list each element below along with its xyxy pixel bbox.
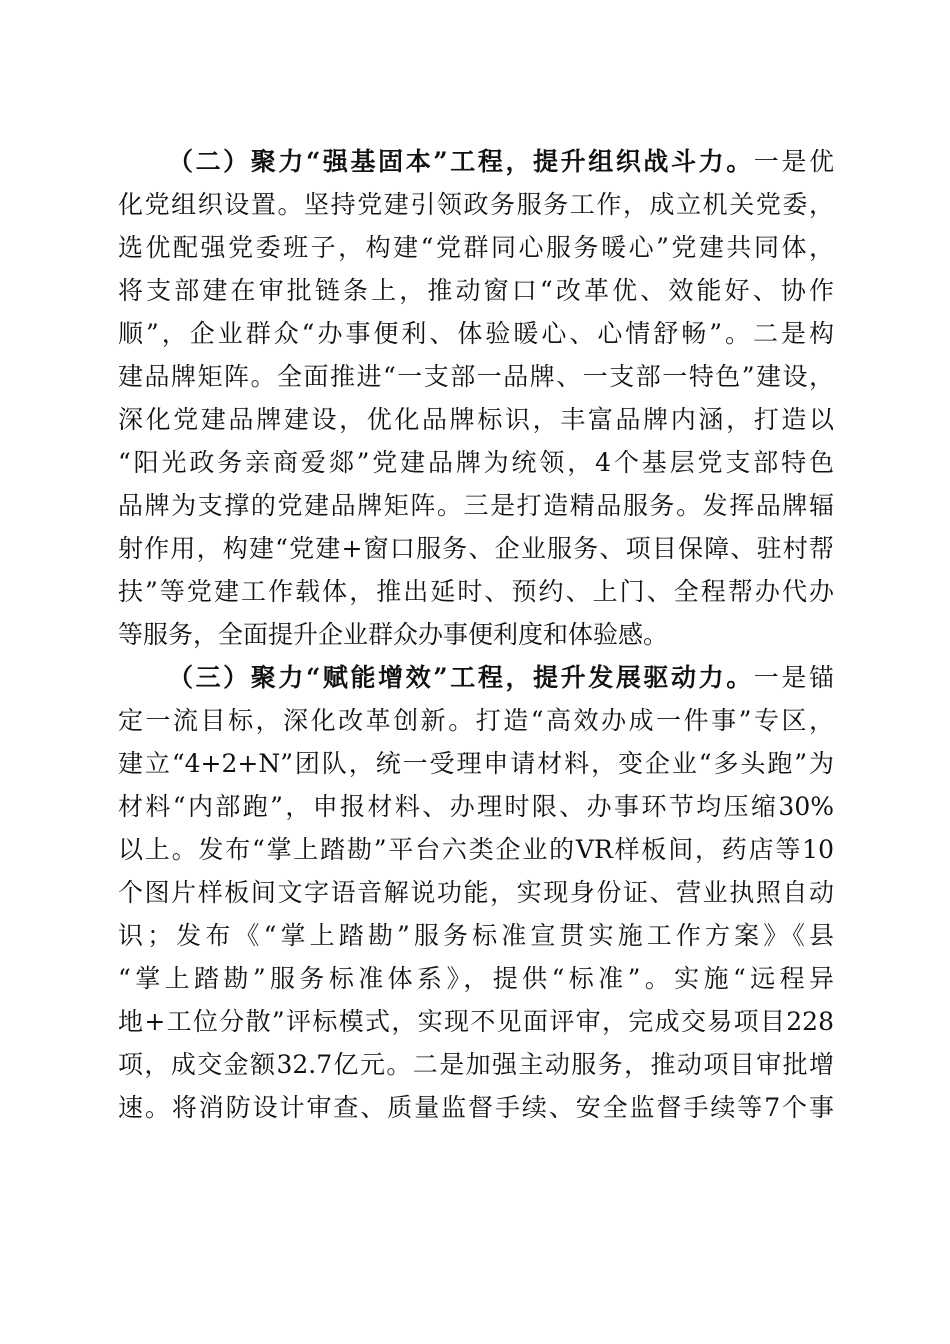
paragraph-2-heading: （三）聚力“赋能增效”工程，提升发展驱动力。 (168, 663, 754, 692)
paragraph-1-line-8: “阳光政务亲商爱郯”党建品牌为统领，4个基层党支部特色 (118, 448, 834, 477)
paragraph-2-line-3: 建立“4+2+N”团队，统一受理申请材料，变企业“多头跑”为 (118, 749, 834, 778)
paragraph-1-line-9: 品牌为支撑的党建品牌矩阵。三是打造精品服务。发挥品牌辐 (118, 491, 834, 520)
paragraph-2-line-5: 以上。发布“掌上踏勘”平台六类企业的VR样板间，药店等10 (118, 835, 834, 864)
paragraph-1-line-6: 建品牌矩阵。全面推进“一支部一品牌、一支部一特色”建设， (118, 362, 834, 391)
paragraph-1-heading: （二）聚力“强基固本”工程，提升组织战斗力。 (168, 147, 754, 176)
paragraph-2-line-1 (168, 658, 834, 698)
paragraph-2-text: 一是锚 (753, 663, 834, 692)
paragraph-1-line-5: 顺”，企业群众“办事便利、体验暖心、心情舒畅”。二是构 (118, 319, 834, 348)
paragraph-1-line-7: 深化党建品牌建设，优化品牌标识，丰富品牌内涵，打造以 (118, 405, 834, 434)
paragraph-2-line-7: 识；发布《“掌上踏勘”服务标准宣贯实施工作方案》《县 (118, 921, 834, 950)
paragraph-1-line-3: 选优配强党委班子，构建“党群同心服务暖心”党建共同体， (118, 233, 834, 262)
paragraph-2-line-8: “掌上踏勘”服务标准体系》，提供“标准”。实施“远程异 (118, 964, 834, 993)
paragraph-1-line-10: 射作用，构建“党建+窗口服务、企业服务、项目保障、驻村帮 (118, 534, 834, 563)
paragraph-2-line-4: 材料“内部跑”，申报材料、办理时限、办事环节均压缩30% (118, 792, 834, 821)
paragraph-2-line-10: 项，成交金额32.7亿元。二是加强主动服务，推动项目审批增 (118, 1050, 834, 1079)
paragraph-2-line-11: 速。将消防设计审查、质量监督手续、安全监督手续等7个事 (118, 1093, 834, 1122)
paragraph-1-text: 一是优 (753, 147, 834, 176)
paragraph-1-line-1 (168, 142, 834, 182)
paragraph-1-line-2: 化党组织设置。坚持党建引领政务服务工作，成立机关党委， (118, 190, 834, 219)
paragraph-1-line-4: 将支部建在审批链条上，推动窗口“改革优、效能好、协作 (118, 276, 834, 305)
paragraph-1-line-12: 等服务，全面提升企业群众办事便利度和体验感。 (118, 620, 669, 649)
paragraph-1-line-11: 扶”等党建工作载体，推出延时、预约、上门、全程帮办代办 (118, 577, 834, 606)
paragraph-2-line-6: 个图片样板间文字语音解说功能，实现身份证、营业执照自动 (118, 878, 834, 907)
paragraph-2-line-2: 定一流目标，深化改革创新。打造“高效办成一件事”专区， (118, 706, 834, 735)
paragraph-2-line-9: 地+工位分散”评标模式，实现不见面评审，完成交易项目228 (118, 1007, 834, 1036)
